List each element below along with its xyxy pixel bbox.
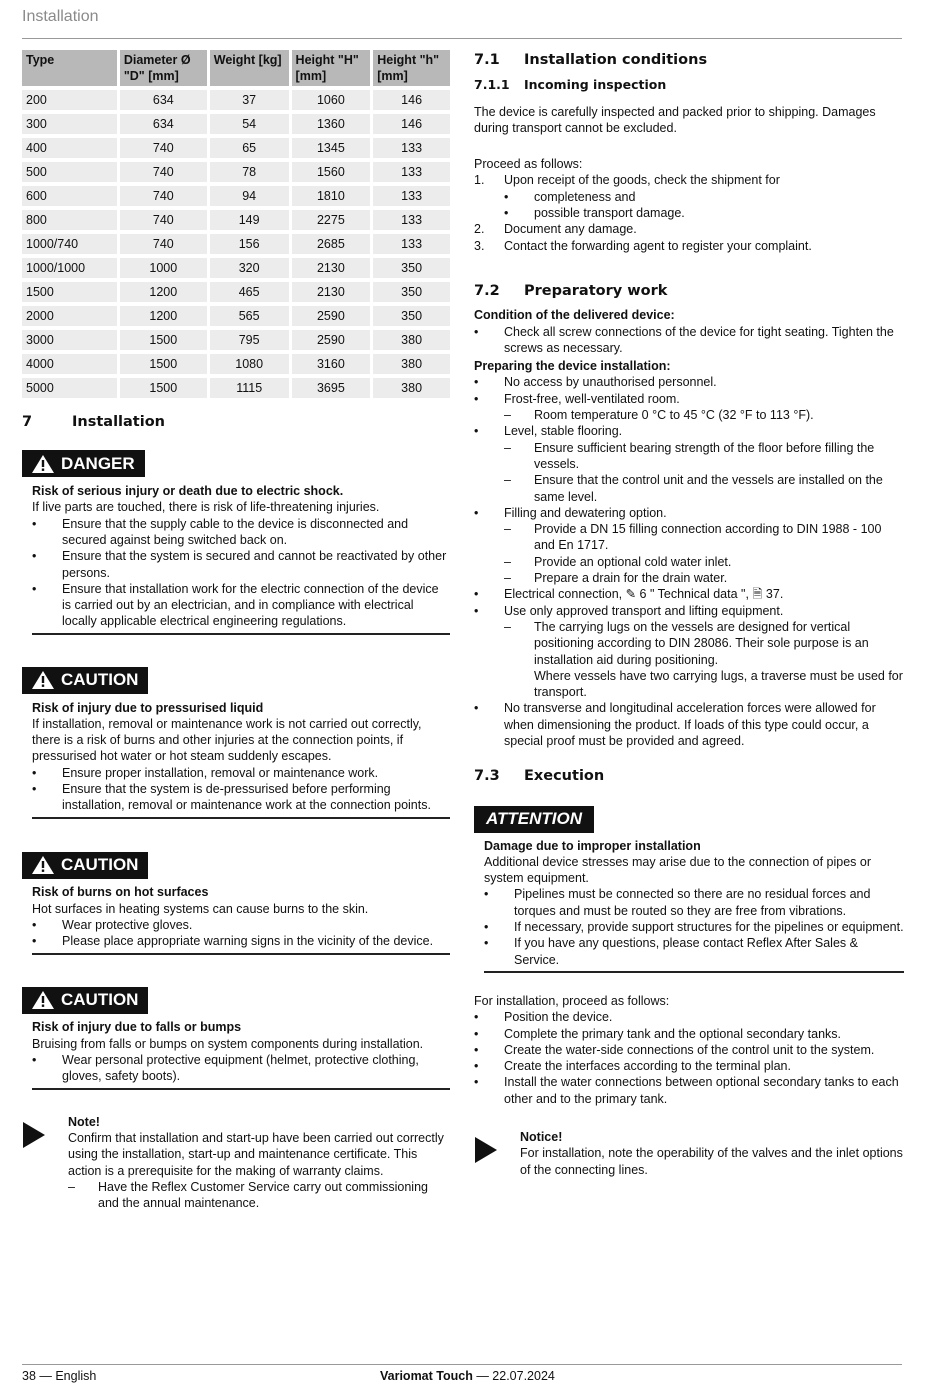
table-cell: 1500 bbox=[120, 330, 207, 350]
table-row bbox=[22, 258, 450, 278]
section-heading bbox=[474, 768, 904, 784]
table-header: Height "h" [mm] bbox=[373, 50, 450, 86]
section-heading bbox=[474, 283, 904, 299]
table-cell: 146 bbox=[373, 90, 450, 110]
list-item bbox=[32, 1052, 450, 1085]
table-row bbox=[22, 90, 450, 110]
table-row bbox=[22, 282, 450, 302]
table-header: Diameter Ø "D" [mm] bbox=[120, 50, 207, 86]
list-item bbox=[32, 581, 450, 630]
list-item bbox=[474, 205, 904, 221]
note-text: Confirm that installation and start-up have been carried out correctly using the installation, start-up and maintenance certificate. This action is a prerequisite for the making of warranty claims. bbox=[68, 1130, 444, 1178]
bullet-marker: • bbox=[32, 516, 37, 531]
note-title: Note! bbox=[68, 1114, 100, 1129]
attention-warning-block bbox=[474, 806, 904, 973]
list-item-text: Wear protective gloves. bbox=[62, 918, 193, 933]
bullet-marker: • bbox=[504, 206, 509, 221]
table-cell: 5000 bbox=[22, 378, 117, 398]
dash-marker: – bbox=[504, 473, 511, 488]
table-row bbox=[22, 234, 450, 254]
dimensions-table bbox=[19, 46, 453, 402]
paragraph-heading: Condition of the delivered device: bbox=[474, 308, 675, 323]
caution-label: CAUTION bbox=[61, 854, 139, 874]
list-item-text: Room temperature 0 °C to 45 °C (32 °F to 113 °F). bbox=[534, 408, 814, 423]
caution-label: CAUTION bbox=[61, 989, 139, 1009]
bullet-marker: • bbox=[474, 1026, 479, 1041]
list-item-text: If you have any questions, please contact Reflex After Sales & Service. bbox=[514, 936, 858, 967]
table-cell: 1060 bbox=[292, 90, 371, 110]
warning-body bbox=[32, 1036, 450, 1090]
bullet-marker: • bbox=[32, 918, 37, 933]
warning-body bbox=[32, 716, 450, 819]
table-cell: 133 bbox=[373, 210, 450, 230]
section-number: 7.2 bbox=[474, 282, 500, 299]
item-number: 2. bbox=[474, 222, 485, 237]
table-cell: 133 bbox=[373, 162, 450, 182]
list-item bbox=[474, 521, 904, 554]
warning-triangle-icon bbox=[31, 990, 55, 1010]
table-cell: 565 bbox=[210, 306, 289, 326]
bullet-marker: • bbox=[474, 701, 479, 716]
cross-reference-link[interactable]: Electrical connection, ✎ 6 " Technical data ", 🗎 37. bbox=[504, 587, 784, 602]
page-header: Installation bbox=[22, 8, 99, 25]
caution-badge bbox=[22, 987, 148, 1014]
header-rule bbox=[22, 38, 902, 39]
table-cell: 1345 bbox=[292, 138, 371, 158]
dash-marker: – bbox=[504, 619, 511, 634]
table-cell: 1810 bbox=[292, 186, 371, 206]
attention-badge: ATTENTION bbox=[474, 806, 594, 833]
list-item bbox=[474, 1074, 904, 1107]
table-cell: 795 bbox=[210, 330, 289, 350]
numbered-item bbox=[474, 221, 904, 237]
table-cell: 1500 bbox=[22, 282, 117, 302]
section-heading bbox=[22, 414, 450, 430]
table-cell: 350 bbox=[373, 282, 450, 302]
bullet-marker: • bbox=[474, 424, 479, 439]
list-item-text: Ensure that installation work for the electric connection of the device is carried out by an electrician, and in compliance with electrical locally applicable electrical engineering regulations. bbox=[62, 581, 439, 629]
arrow-right-container bbox=[22, 1114, 68, 1212]
table-row bbox=[22, 210, 450, 230]
table-cell: 320 bbox=[210, 258, 289, 278]
list-item-text: Use only approved transport and lifting equipment. bbox=[504, 603, 784, 618]
table-header: Type bbox=[22, 50, 117, 86]
table-row bbox=[22, 138, 450, 158]
list-item-text: Pipelines must be connected so there are no residual forces and torques and must be routed so they are free from vibrations. bbox=[514, 887, 871, 918]
section-title: Installation bbox=[72, 414, 165, 430]
list-item-text: Ensure proper installation, removal or maintenance work. bbox=[62, 765, 379, 780]
table-cell: 740 bbox=[120, 186, 207, 206]
footer-page-number: 38 — English bbox=[22, 1369, 97, 1383]
list-item bbox=[484, 919, 904, 935]
table-header-row bbox=[22, 50, 450, 86]
paragraph: The device is carefully inspected and packed prior to shipping. Damages during transport cannot be excluded. bbox=[474, 104, 876, 135]
table-cell: 2000 bbox=[22, 306, 117, 326]
bullet-marker: • bbox=[32, 782, 37, 797]
list-item-text: Complete the primary tank and the optional secondary tanks. bbox=[504, 1026, 841, 1041]
note-title: Notice! bbox=[520, 1130, 563, 1145]
list-item bbox=[474, 423, 904, 439]
list-item bbox=[32, 765, 450, 781]
list-item bbox=[474, 1042, 904, 1058]
bullet-marker: • bbox=[504, 189, 509, 204]
list-item-text: Frost-free, well-ventilated room. bbox=[504, 391, 680, 406]
paragraph: Proceed as follows: bbox=[474, 157, 583, 172]
dash-marker: – bbox=[504, 522, 511, 537]
section-heading bbox=[474, 52, 904, 68]
note-text: For installation, note the operability of the valves and the inlet options of the connecting lines. bbox=[520, 1146, 903, 1177]
footer-product bbox=[380, 1368, 555, 1384]
table-row bbox=[22, 378, 450, 398]
list-item-text: Check all screw connections of the device for tight seating. Tighten the screws as necessary. bbox=[504, 324, 894, 355]
list-item bbox=[474, 619, 904, 700]
table-row bbox=[22, 114, 450, 134]
bullet-marker: • bbox=[32, 1053, 37, 1068]
table-cell: 1000/1000 bbox=[22, 258, 117, 278]
table-cell: 1000/740 bbox=[22, 234, 117, 254]
warning-intro: Additional device stresses may arise due to the connection of pipes or system equipment. bbox=[484, 854, 872, 886]
table-cell: 380 bbox=[373, 354, 450, 374]
bullet-marker: • bbox=[474, 324, 479, 339]
note-content bbox=[520, 1129, 904, 1178]
warning-body bbox=[32, 499, 450, 634]
table-cell: 380 bbox=[373, 378, 450, 398]
warning-body bbox=[484, 854, 904, 973]
list-item bbox=[474, 440, 904, 473]
section-title: Preparatory work bbox=[524, 282, 668, 299]
table-cell: 1500 bbox=[120, 354, 207, 374]
paragraph: For installation, proceed as follows: bbox=[474, 993, 670, 1008]
bullet-marker: • bbox=[474, 1010, 479, 1025]
list-item bbox=[474, 1009, 904, 1025]
list-item bbox=[484, 935, 904, 968]
table-cell: 54 bbox=[210, 114, 289, 134]
list-item-text: Create the interfaces according to the terminal plan. bbox=[504, 1059, 791, 1074]
note-content bbox=[68, 1114, 450, 1212]
list-item-text: Wear personal protective equipment (helmet, protective clothing, gloves, safety boots). bbox=[62, 1053, 419, 1084]
list-item-text: Install the water connections between optional secondary tanks to each other and to the primary tank. bbox=[504, 1075, 899, 1106]
table-cell: 2685 bbox=[292, 234, 371, 254]
subsection-number: 7.1.1 bbox=[474, 77, 510, 93]
list-item-text: Ensure that the control unit and the vessels are installed on the same level. bbox=[534, 473, 883, 504]
table-cell: 740 bbox=[120, 210, 207, 230]
table-row bbox=[22, 306, 450, 326]
table-cell: 740 bbox=[120, 234, 207, 254]
table-cell: 3695 bbox=[292, 378, 371, 398]
section-number: 7.1 bbox=[474, 52, 500, 68]
table-cell: 1360 bbox=[292, 114, 371, 134]
table-cell: 1560 bbox=[292, 162, 371, 182]
list-item bbox=[32, 933, 450, 949]
list-item bbox=[32, 781, 450, 814]
table-cell: 465 bbox=[210, 282, 289, 302]
bullet-marker: • bbox=[32, 581, 37, 596]
list-item bbox=[474, 554, 904, 570]
table-cell: 300 bbox=[22, 114, 117, 134]
item-text: Document any damage. bbox=[504, 222, 637, 237]
table-cell: 350 bbox=[373, 258, 450, 278]
item-number: 3. bbox=[474, 238, 485, 253]
dash-marker: – bbox=[504, 408, 511, 423]
table-cell: 37 bbox=[210, 90, 289, 110]
caution-warning-block bbox=[22, 667, 450, 819]
list-item-text: Level, stable flooring. bbox=[504, 424, 623, 439]
table-cell: 740 bbox=[120, 162, 207, 182]
warning-triangle-icon bbox=[31, 855, 55, 875]
numbered-item bbox=[474, 172, 904, 188]
list-item bbox=[474, 189, 904, 205]
dash-marker: – bbox=[68, 1179, 75, 1194]
subsection-heading bbox=[474, 77, 904, 93]
list-item bbox=[32, 917, 450, 933]
table-cell: 634 bbox=[120, 114, 207, 134]
list-item bbox=[474, 374, 904, 390]
bullet-marker: • bbox=[484, 936, 489, 951]
list-item bbox=[474, 586, 904, 602]
bullet-marker: • bbox=[32, 549, 37, 564]
list-item-text: completeness and bbox=[534, 189, 636, 204]
bullet-marker: • bbox=[474, 391, 479, 406]
table-cell: 3160 bbox=[292, 354, 371, 374]
danger-label: DANGER bbox=[61, 453, 135, 473]
footer-rule bbox=[22, 1364, 902, 1365]
warning-intro: Hot surfaces in heating systems can cause burns to the skin. bbox=[32, 901, 369, 916]
caution-badge bbox=[22, 667, 148, 694]
right-column bbox=[474, 50, 904, 1178]
list-item bbox=[474, 391, 904, 407]
list-item bbox=[32, 516, 450, 549]
dash-marker: – bbox=[504, 440, 511, 455]
list-item-text: Position the device. bbox=[504, 1010, 613, 1025]
list-item bbox=[474, 570, 904, 586]
bullet-marker: • bbox=[474, 587, 479, 602]
bullet-marker: • bbox=[484, 887, 489, 902]
table-cell: 1115 bbox=[210, 378, 289, 398]
list-item-text: If necessary, provide support structures for the pipelines or equipment. bbox=[514, 920, 904, 935]
table-cell: 146 bbox=[373, 114, 450, 134]
warning-title: Risk of burns on hot surfaces bbox=[32, 885, 209, 900]
item-text: Contact the forwarding agent to register your complaint. bbox=[504, 238, 812, 253]
list-item bbox=[474, 407, 904, 423]
table-cell: 2275 bbox=[292, 210, 371, 230]
subsection-title: Incoming inspection bbox=[524, 77, 667, 93]
list-item-text: No transverse and longitudinal acceleration forces were allowed for when dimensioning the product. If loads of this type could occur, a special proof must be provided and agreed. bbox=[504, 701, 876, 748]
bullet-marker: • bbox=[474, 1042, 479, 1057]
list-item bbox=[474, 700, 904, 749]
table-row bbox=[22, 354, 450, 374]
list-item-text: No access by unauthorised personnel. bbox=[504, 375, 717, 390]
bullet-marker: • bbox=[474, 505, 479, 520]
numbered-item bbox=[474, 238, 904, 254]
caution-badge bbox=[22, 852, 148, 879]
section-title: Execution bbox=[524, 768, 605, 785]
danger-warning-block bbox=[22, 450, 450, 634]
list-item-text: Ensure sufficient bearing strength of the floor before filling the vessels. bbox=[534, 440, 875, 471]
table-cell: 200 bbox=[22, 90, 117, 110]
caution-warning-block bbox=[22, 987, 450, 1090]
bullet-marker: • bbox=[474, 375, 479, 390]
danger-badge bbox=[22, 450, 145, 477]
list-item-text: Ensure that the supply cable to the device is disconnected and secured against being switched back on. bbox=[62, 516, 409, 547]
list-item bbox=[32, 548, 450, 581]
table-cell: 2590 bbox=[292, 306, 371, 326]
bullet-marker: • bbox=[32, 934, 37, 949]
list-item-text: Have the Reflex Customer Service carry out commissioning and the annual maintenance. bbox=[98, 1179, 428, 1211]
list-item-text: Please place appropriate warning signs in the vicinity of the device. bbox=[62, 934, 434, 949]
document-date: — 22.07.2024 bbox=[472, 1369, 555, 1383]
warning-intro: Bruising from falls or bumps on system components during installation. bbox=[32, 1036, 424, 1051]
warning-title: Risk of serious injury or death due to electric shock. bbox=[32, 484, 344, 499]
list-item-text: Provide a DN 15 filling connection according to DIN 1988 - 100 and En 1717. bbox=[534, 522, 882, 553]
table-cell: 65 bbox=[210, 138, 289, 158]
table-cell: 1500 bbox=[120, 378, 207, 398]
list-item-text: Provide an optional cold water inlet. bbox=[534, 554, 732, 569]
section-number: 7.3 bbox=[474, 768, 500, 785]
caution-warning-block bbox=[22, 852, 450, 955]
table-cell: 156 bbox=[210, 234, 289, 254]
table-cell: 634 bbox=[120, 90, 207, 110]
table-cell: 1080 bbox=[210, 354, 289, 374]
warning-intro: If live parts are touched, there is risk of life-threatening injuries. bbox=[32, 500, 380, 515]
list-item-text: Prepare a drain for the drain water. bbox=[534, 571, 728, 586]
table-header: Weight [kg] bbox=[210, 50, 289, 86]
arrow-right-icon bbox=[22, 1122, 46, 1148]
warning-intro: If installation, removal or maintenance work is not carried out correctly, there is a risk of burns and other injuries at the connection points, if pressurised hot water or hot steam suddenly escapes. bbox=[32, 716, 422, 764]
table-cell: 1200 bbox=[120, 282, 207, 302]
list-item bbox=[474, 1058, 904, 1074]
table-cell: 4000 bbox=[22, 354, 117, 374]
list-item-text: possible transport damage. bbox=[534, 206, 685, 221]
section-number: 7 bbox=[22, 414, 33, 430]
list-item bbox=[474, 505, 904, 521]
list-item-text-part: Where vessels have two carrying lugs, a traverse must be used for transport. bbox=[534, 668, 903, 700]
list-item-text: Filling and dewatering option. bbox=[504, 505, 667, 520]
table-cell: 740 bbox=[120, 138, 207, 158]
caution-label: CAUTION bbox=[61, 670, 139, 690]
table-cell: 400 bbox=[22, 138, 117, 158]
notice-block bbox=[474, 1129, 904, 1178]
note-block bbox=[22, 1114, 450, 1212]
list-item-text-part: The carrying lugs on the vessels are designed for vertical positioning according to DIN 28086. Their sole purpose is an installation aid during positioning. bbox=[534, 619, 869, 667]
table-cell: 3000 bbox=[22, 330, 117, 350]
list-item-text: Ensure that the system is de-pressurised before performing installation, removal or maintenance work at the connection points. bbox=[62, 782, 431, 813]
table-cell: 1200 bbox=[120, 306, 207, 326]
item-number: 1. bbox=[474, 173, 485, 188]
section-title: Installation conditions bbox=[524, 52, 708, 68]
table-header: Height "H" [mm] bbox=[292, 50, 371, 86]
table-cell: 800 bbox=[22, 210, 117, 230]
table-cell: 2130 bbox=[292, 282, 371, 302]
left-column bbox=[22, 50, 450, 1211]
list-item-text: Create the water-side connections of the control unit to the system. bbox=[504, 1042, 875, 1057]
table-cell: 2590 bbox=[292, 330, 371, 350]
list-item-text bbox=[534, 619, 904, 700]
list-item bbox=[474, 603, 904, 619]
list-item bbox=[68, 1179, 450, 1212]
dash-marker: – bbox=[504, 554, 511, 569]
warning-title: Risk of injury due to falls or bumps bbox=[32, 1020, 242, 1035]
product-name: Variomat Touch bbox=[380, 1369, 473, 1383]
list-item bbox=[474, 1026, 904, 1042]
warning-triangle-icon bbox=[31, 670, 55, 690]
bullet-marker: • bbox=[474, 1059, 479, 1074]
table-row bbox=[22, 186, 450, 206]
table-cell: 2130 bbox=[292, 258, 371, 278]
warning-triangle-icon bbox=[31, 454, 55, 474]
table-row bbox=[22, 162, 450, 182]
bullet-marker: • bbox=[474, 1075, 479, 1090]
bullet-marker: • bbox=[484, 920, 489, 935]
warning-title: Risk of injury due to pressurised liquid bbox=[32, 700, 264, 715]
dash-marker: – bbox=[504, 571, 511, 586]
bullet-marker: • bbox=[474, 603, 479, 618]
table-cell: 600 bbox=[22, 186, 117, 206]
table-cell: 380 bbox=[373, 330, 450, 350]
arrow-right-container bbox=[474, 1129, 520, 1178]
table-cell: 133 bbox=[373, 234, 450, 254]
table-cell: 133 bbox=[373, 186, 450, 206]
paragraph-heading: Preparing the device installation: bbox=[474, 359, 671, 374]
arrow-right-icon bbox=[474, 1137, 498, 1163]
table-cell: 94 bbox=[210, 186, 289, 206]
table-cell: 500 bbox=[22, 162, 117, 182]
table-cell: 350 bbox=[373, 306, 450, 326]
table-cell: 149 bbox=[210, 210, 289, 230]
warning-body bbox=[32, 901, 450, 955]
table-cell: 133 bbox=[373, 138, 450, 158]
list-item bbox=[484, 886, 904, 919]
item-text: Upon receipt of the goods, check the shipment for bbox=[504, 173, 780, 188]
list-item-text: Ensure that the system is secured and cannot be reactivated by other persons. bbox=[62, 549, 447, 580]
list-item bbox=[474, 324, 904, 357]
bullet-marker: • bbox=[32, 765, 37, 780]
table-row bbox=[22, 330, 450, 350]
warning-title: Damage due to improper installation bbox=[484, 838, 701, 853]
table-cell: 78 bbox=[210, 162, 289, 182]
table-cell: 1000 bbox=[120, 258, 207, 278]
list-item bbox=[474, 472, 904, 505]
